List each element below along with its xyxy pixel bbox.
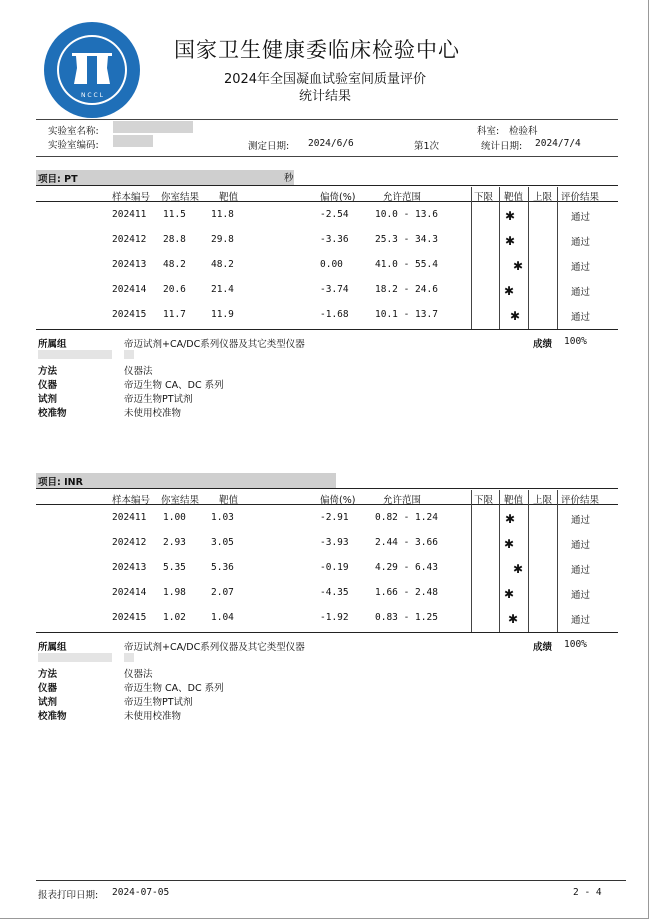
section-divider [36,488,618,489]
grid-vline [471,490,472,632]
result-marker: ✱ [504,587,515,601]
result-marker: ✱ [505,512,516,526]
lab-name-label: 实验室名称: [48,126,99,137]
lab-code-redacted [113,135,153,147]
target-value: 29.8 [211,234,234,245]
page-title: 国家卫生健康委临床检验中心 [174,38,460,62]
group-label: 所属组 [38,339,67,350]
eval-result: 通过 [571,540,591,551]
bias-value: -2.91 [320,512,349,523]
grid-vline [499,187,500,329]
col-result: 你室结果 [161,192,200,203]
score-value: 100% [564,639,587,650]
method-label: 方法 [38,366,58,377]
score-label: 成绩 [533,339,553,350]
allowed-range: 2.44 - 3.66 [375,537,438,548]
allowed-range: 10.0 - 13.6 [375,209,438,220]
bias-value: 0.00 [320,259,343,270]
print-date: 2024-07-05 [112,887,170,898]
target-value: 21.4 [211,284,234,295]
col-result: 你室结果 [161,495,200,506]
score-value: 100% [564,336,587,347]
result-marker: ✱ [505,209,516,223]
sample-id: 202414 [112,284,147,295]
col-lower: 下限 [474,495,494,506]
your-result: 11.5 [163,209,186,220]
col-upper: 上限 [533,495,553,506]
instrument-label: 仪器 [38,380,58,391]
col-bias: 偏倚(%) [320,192,356,203]
page-subtitle-2: 统计结果 [298,89,351,104]
print-date-label: 报表打印日期: [38,890,99,901]
col-range: 允许范围 [383,192,422,203]
grid-vline [471,187,472,329]
allowed-range: 25.3 - 34.3 [375,234,438,245]
page-number: 2 - 4 [573,887,602,898]
your-result: 5.35 [163,562,186,573]
your-result: 1.02 [163,612,186,623]
col-upper: 上限 [533,192,553,203]
result-marker: ✱ [513,562,524,576]
eval-result: 通过 [571,565,591,576]
bias-value: -0.19 [320,562,349,573]
your-result: 1.00 [163,512,186,523]
grid-vline [528,187,529,329]
grid-vline [557,187,558,329]
footer-divider [36,880,626,881]
target-value: 2.07 [211,587,234,598]
col-eval: 评价结果 [561,192,600,203]
your-result: 1.98 [163,587,186,598]
calibrator-label: 校准物 [38,711,67,722]
col-target2: 靶值 [504,495,524,506]
col-sample: 样本编号 [112,495,151,506]
grid-vline [499,490,500,632]
sample-id: 202411 [112,209,147,220]
allowed-range: 10.1 - 13.7 [375,309,438,320]
bias-value: -1.68 [320,309,349,320]
reagent-value: 帝迈生物PT试剂 [124,697,193,708]
sample-id: 202413 [112,562,147,573]
result-marker: ✱ [510,309,521,323]
eval-result: 通过 [571,262,591,273]
allowed-range: 0.83 - 1.25 [375,612,438,623]
method-label: 方法 [38,669,58,680]
reagent-value: 帝迈生物PT试剂 [124,394,193,405]
dept: 检验科 [509,126,538,137]
eval-result: 通过 [571,590,591,601]
bias-value: -3.36 [320,234,349,245]
logo-abbr: N C C L [81,92,103,99]
calibrator-label: 校准物 [38,408,67,419]
result-marker: ✱ [505,234,516,248]
result-marker: ✱ [513,259,524,273]
target-value: 11.8 [211,209,234,220]
col-target2: 靶值 [504,192,524,203]
bias-value: -4.35 [320,587,349,598]
eval-result: 通过 [571,212,591,223]
your-result: 48.2 [163,259,186,270]
eval-result: 通过 [571,312,591,323]
grid-vline [528,490,529,632]
group-label: 所属组 [38,642,67,653]
eval-result: 通过 [571,287,591,298]
stat-date-label: 统计日期: [481,141,523,152]
col-eval: 评价结果 [561,495,600,506]
group-extra-redacted [38,350,112,359]
eval-result: 通过 [571,615,591,626]
round: 第1次 [414,141,440,152]
allowed-range: 1.66 - 2.48 [375,587,438,598]
page-subtitle: 2024年全国凝血试验室间质量评价 [223,72,427,87]
test-date: 2024/6/6 [308,138,354,149]
col-lower: 下限 [474,192,494,203]
section-label: 项目: INR [38,477,83,488]
target-value: 48.2 [211,259,234,270]
eval-result: 通过 [571,515,591,526]
allowed-range: 0.82 - 1.24 [375,512,438,523]
lab-name-redacted [113,121,193,133]
group-extra-redacted-2 [124,350,134,359]
target-value: 1.04 [211,612,234,623]
sample-id: 202411 [112,512,147,523]
method-value: 仪器法 [124,669,153,680]
target-value: 3.05 [211,537,234,548]
table-bottom-divider [36,329,618,330]
allowed-range: 4.29 - 6.43 [375,562,438,573]
section-label: 项目: PT [38,174,78,185]
group-extra-redacted [38,653,112,662]
sample-id: 202414 [112,587,147,598]
instrument-value: 帝迈生物 CA、DC 系列 [124,380,224,391]
sample-id: 202412 [112,537,147,548]
col-sample: 样本编号 [112,192,151,203]
stat-date: 2024/7/4 [535,138,581,149]
target-value: 5.36 [211,562,234,573]
reagent-label: 试剂 [38,697,58,708]
test-date-label: 测定日期: [248,141,290,152]
col-target: 靶值 [219,192,239,203]
sample-id: 202415 [112,309,147,320]
sample-id: 202413 [112,259,147,270]
allowed-range: 41.0 - 55.4 [375,259,438,270]
group-value: 帝迈试剂+CA/DC系列仪器及其它类型仪器 [124,339,305,350]
result-marker: ✱ [504,284,515,298]
target-value: 11.9 [211,309,234,320]
score-label: 成绩 [533,642,553,653]
instrument-value: 帝迈生物 CA、DC 系列 [124,683,224,694]
allowed-range: 18.2 - 24.6 [375,284,438,295]
group-extra-redacted-2 [124,653,134,662]
target-value: 1.03 [211,512,234,523]
sample-id: 202412 [112,234,147,245]
table-bottom-divider [36,632,618,633]
instrument-label: 仪器 [38,683,58,694]
bias-value: -2.54 [320,209,349,220]
your-result: 20.6 [163,284,186,295]
dept-label: 科室: [477,126,500,137]
bias-value: -3.74 [320,284,349,295]
lab-code-label: 实验室编码: [48,140,99,151]
result-marker: ✱ [508,612,519,626]
section-unit: 秒 [284,173,294,184]
header-divider [36,201,618,202]
bias-value: -3.93 [320,537,349,548]
header-divider [36,504,618,505]
result-marker: ✱ [504,537,515,551]
sample-id: 202415 [112,612,147,623]
col-range: 允许范围 [383,495,422,506]
grid-vline [557,490,558,632]
col-bias: 偏倚(%) [320,495,356,506]
col-target: 靶值 [219,495,239,506]
your-result: 28.8 [163,234,186,245]
your-result: 2.93 [163,537,186,548]
calibrator-value: 未使用校准物 [124,408,182,419]
group-value: 帝迈试剂+CA/DC系列仪器及其它类型仪器 [124,642,305,653]
method-value: 仪器法 [124,366,153,377]
reagent-label: 试剂 [38,394,58,405]
eval-result: 通过 [571,237,591,248]
section-divider [36,185,618,186]
bias-value: -1.92 [320,612,349,623]
calibrator-value: 未使用校准物 [124,711,182,722]
your-result: 11.7 [163,309,186,320]
